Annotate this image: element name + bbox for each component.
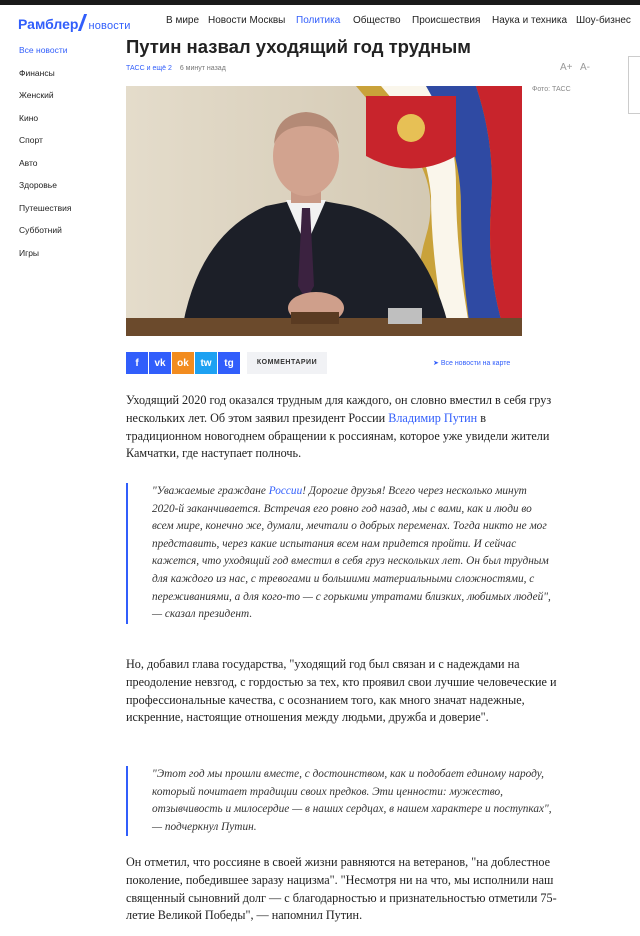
- nav-item-world[interactable]: В мире: [166, 15, 200, 26]
- sidebar-item-women[interactable]: Женский: [19, 90, 54, 100]
- article-paragraph-2: Но, добавил глава государства, "уходящий год был связан и с надеждами на преодоление невзгод, с гордостью за тех, кто проявил свои лучшие человеческие и профессиональные качества, с осознанием того, как много значат надежные, искренние, настоящие отношения между людьми, дружба и доверие".: [126, 657, 557, 725]
- article-meta: [126, 65, 226, 72]
- russia-link[interactable]: России: [268, 485, 303, 497]
- quote-1-text-b: ! Дорогие друзья! Всего через несколько минут 2020-й заканчивается. Встречая его ровно год назад, мы с вами, как и люди во всем мире, конечно же, думали, мечтали о добрых переменах. Тогда никто не мог представить, через какие испытания всем нам придется пройти. И сейчас кажется, что уходящий год вместил в себя груз нескольких лет. Он был трудным для каждого из нас, с тревогами и большими материальными сложностями, с переживаниями, а для кого-то — с горькими утратами близких, любимых людей", — сказал президент.: [152, 485, 551, 621]
- site-header: [0, 5, 640, 35]
- logo-brand: Рамблер: [18, 16, 79, 32]
- nav-item-moscow[interactable]: Новости Москвы: [208, 15, 286, 26]
- comments-button[interactable]: КОММЕНТАРИИ: [247, 352, 327, 374]
- share-bar: [126, 352, 241, 374]
- top-nav: [0, 15, 640, 31]
- sidebar-item-saturday[interactable]: Субботний: [19, 225, 62, 235]
- sidebar-item-travel[interactable]: Путешествия: [19, 202, 72, 213]
- sidebar-item-games[interactable]: Игры: [19, 247, 40, 258]
- sidebar-item-health[interactable]: Здоровье: [19, 180, 57, 190]
- right-widget-frame: [628, 56, 640, 114]
- sidebar-item-all-news[interactable]: Все новости: [19, 45, 68, 55]
- facebook-share-button[interactable]: f: [126, 352, 148, 374]
- font-increase-button[interactable]: A+: [560, 62, 573, 73]
- nav-item-society[interactable]: Общество: [353, 15, 401, 26]
- article-paragraph-3: Он отметил, что россияне в своей жизни равняются на ветеранов, "на доблестное поколение, победившее заразу нацизма". "Несмотря ни на что, мы исполнили наш священный сыновний долг — с благодарностью и признательностью отметили 75-летие Великой Победы", — напомнил Путин.: [126, 855, 557, 923]
- logo-section: новости: [88, 20, 131, 32]
- sidebar-item-cinema[interactable]: Кино: [19, 112, 39, 123]
- sidebar-item-auto[interactable]: Авто: [19, 157, 38, 168]
- sidebar-item-finance[interactable]: Финансы: [19, 67, 55, 78]
- article-photo[interactable]: [126, 86, 522, 336]
- font-decrease-button[interactable]: A-: [580, 62, 590, 73]
- news-map-link-label: Все новости на карте: [440, 360, 511, 367]
- quote-1-text-a: "Уважаемые граждане: [152, 485, 269, 497]
- article-time: 6 минут назад: [179, 65, 226, 72]
- twitter-share-button[interactable]: tw: [195, 352, 217, 374]
- article-paragraph-1: [126, 392, 558, 463]
- nav-item-science[interactable]: Наука и техника: [492, 15, 568, 26]
- putin-link[interactable]: Владимир Путин: [388, 410, 478, 425]
- article-source[interactable]: ТАСС: [126, 65, 145, 72]
- nav-item-politics[interactable]: Политика: [296, 15, 341, 26]
- news-map-link[interactable]: [433, 359, 510, 367]
- paragraph-1-text-a: Уходящий 2020 год оказался трудным для каждого, он словно вместил в себя груз нескольких лет. Об этом заявил президент России: [126, 393, 552, 425]
- article-quote-2: "Этот год мы прошли вместе, с достоинством, как и подобает единому народу, который почитает традиции своих предков. Эти ценности: мужество, отзывчивость и милосердие — в наших сердцах, в нашем характере и поступках", — подчеркнул Путин.: [126, 766, 552, 836]
- sidebar-item-sport[interactable]: Спорт: [19, 135, 43, 145]
- article-title: Путин назвал уходящий год трудным: [126, 36, 471, 57]
- nav-item-incidents[interactable]: Происшествия: [412, 15, 481, 26]
- telegram-share-button[interactable]: tg: [218, 352, 240, 374]
- article-quote-1: [126, 483, 552, 624]
- article-photo-image: [126, 86, 522, 336]
- nav-item-showbiz[interactable]: Шоу-бизнес: [576, 15, 631, 26]
- photo-credit: Фото: ТАСС: [532, 86, 571, 93]
- vk-share-button[interactable]: vk: [149, 352, 171, 374]
- paragraph-1-text-b: в традиционном новогоднем обращении к россиянам, которое уже увидели жители Камчатки, где наступает полночь.: [126, 410, 550, 461]
- article-source-more[interactable]: и ещё 2: [146, 65, 172, 72]
- sidebar: [19, 44, 109, 269]
- ok-share-button[interactable]: ok: [172, 352, 194, 374]
- location-arrow-icon: ➤: [433, 360, 441, 367]
